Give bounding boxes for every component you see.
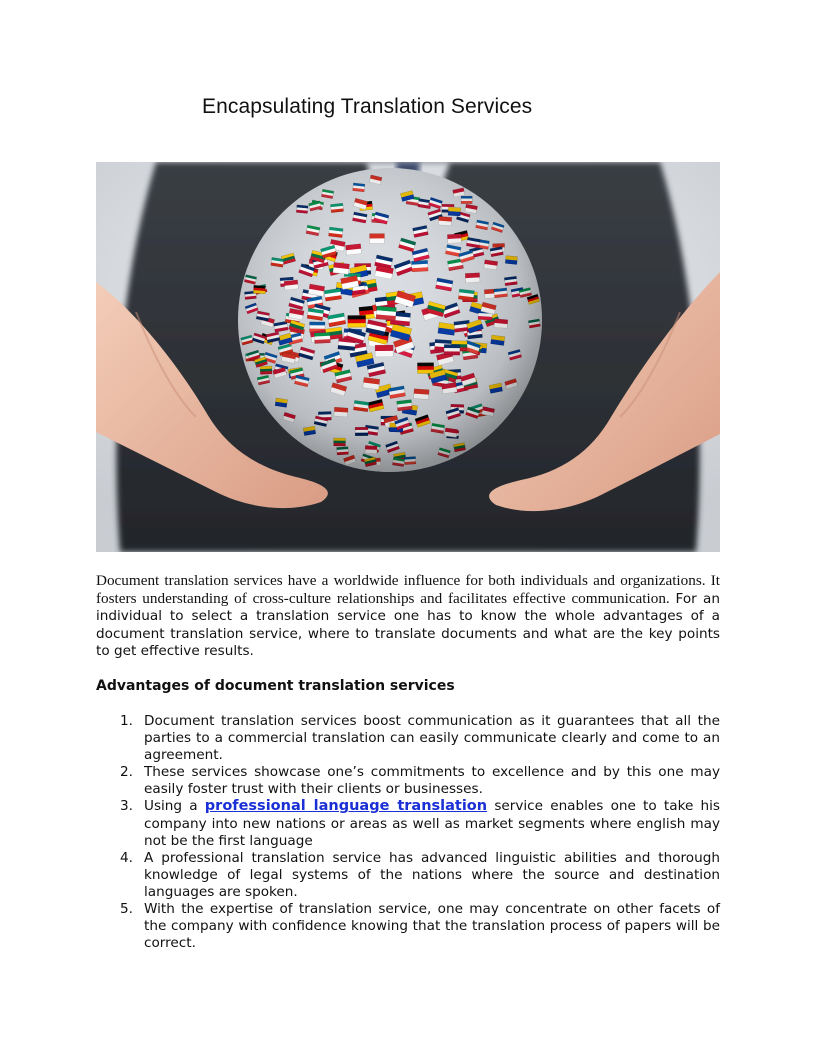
intro-serif-text: Document translation services have a worldwide influence for both individuals and organizations. It fosters understanding of cross-culture relationships and facilitates effective communication. [96, 572, 720, 608]
intro-paragraph [96, 572, 720, 660]
intro-sans-text: For an individual to select a translation service one has to know the whole advantages of a document translation service, where to translate documents and what are the key points to get effective results. [96, 591, 720, 659]
professional-language-translation-link[interactable]: professional language translation [204, 798, 488, 815]
list-item-text: Document translation services boost communication as it guarantees that all the parties to a commercial translation can easily communicate clearly and come to an agreement. [144, 713, 720, 764]
list-item-number: 3. [120, 798, 133, 815]
list-item-text: These services showcase one’s commitments to excellence and by this one may easily foster trust with their clients or businesses. [144, 764, 720, 798]
advantages-heading: Advantages of document translation services [96, 678, 455, 694]
list-item [96, 764, 720, 798]
list-item [96, 850, 720, 901]
list-item-text-after-link: service enables one to take his company into new nations or areas as well as market segments where english may not be the first language [144, 798, 720, 849]
list-item-number: 2. [120, 764, 133, 781]
list-item [96, 713, 720, 764]
page-title: Encapsulating Translation Services [202, 95, 533, 118]
list-item-number: 1. [120, 713, 133, 729]
advantages-list [96, 713, 720, 952]
list-item [96, 901, 720, 952]
list-item-text: A professional translation service has advanced linguistic abilities and thorough knowledge of legal systems of the nations where the source and destination languages are spoken. [144, 849, 720, 900]
list-item [96, 798, 720, 849]
list-item-number: 5. [120, 901, 133, 918]
globe-of-flags-hands-image [96, 162, 720, 552]
list-item-text-before-link: Using a [144, 798, 198, 815]
list-item-number: 4. [120, 849, 133, 866]
list-item-text: With the expertise of translation service, one may concentrate on other facets of the company with confidence knowing that the translation process of papers will be correct. [144, 901, 720, 952]
